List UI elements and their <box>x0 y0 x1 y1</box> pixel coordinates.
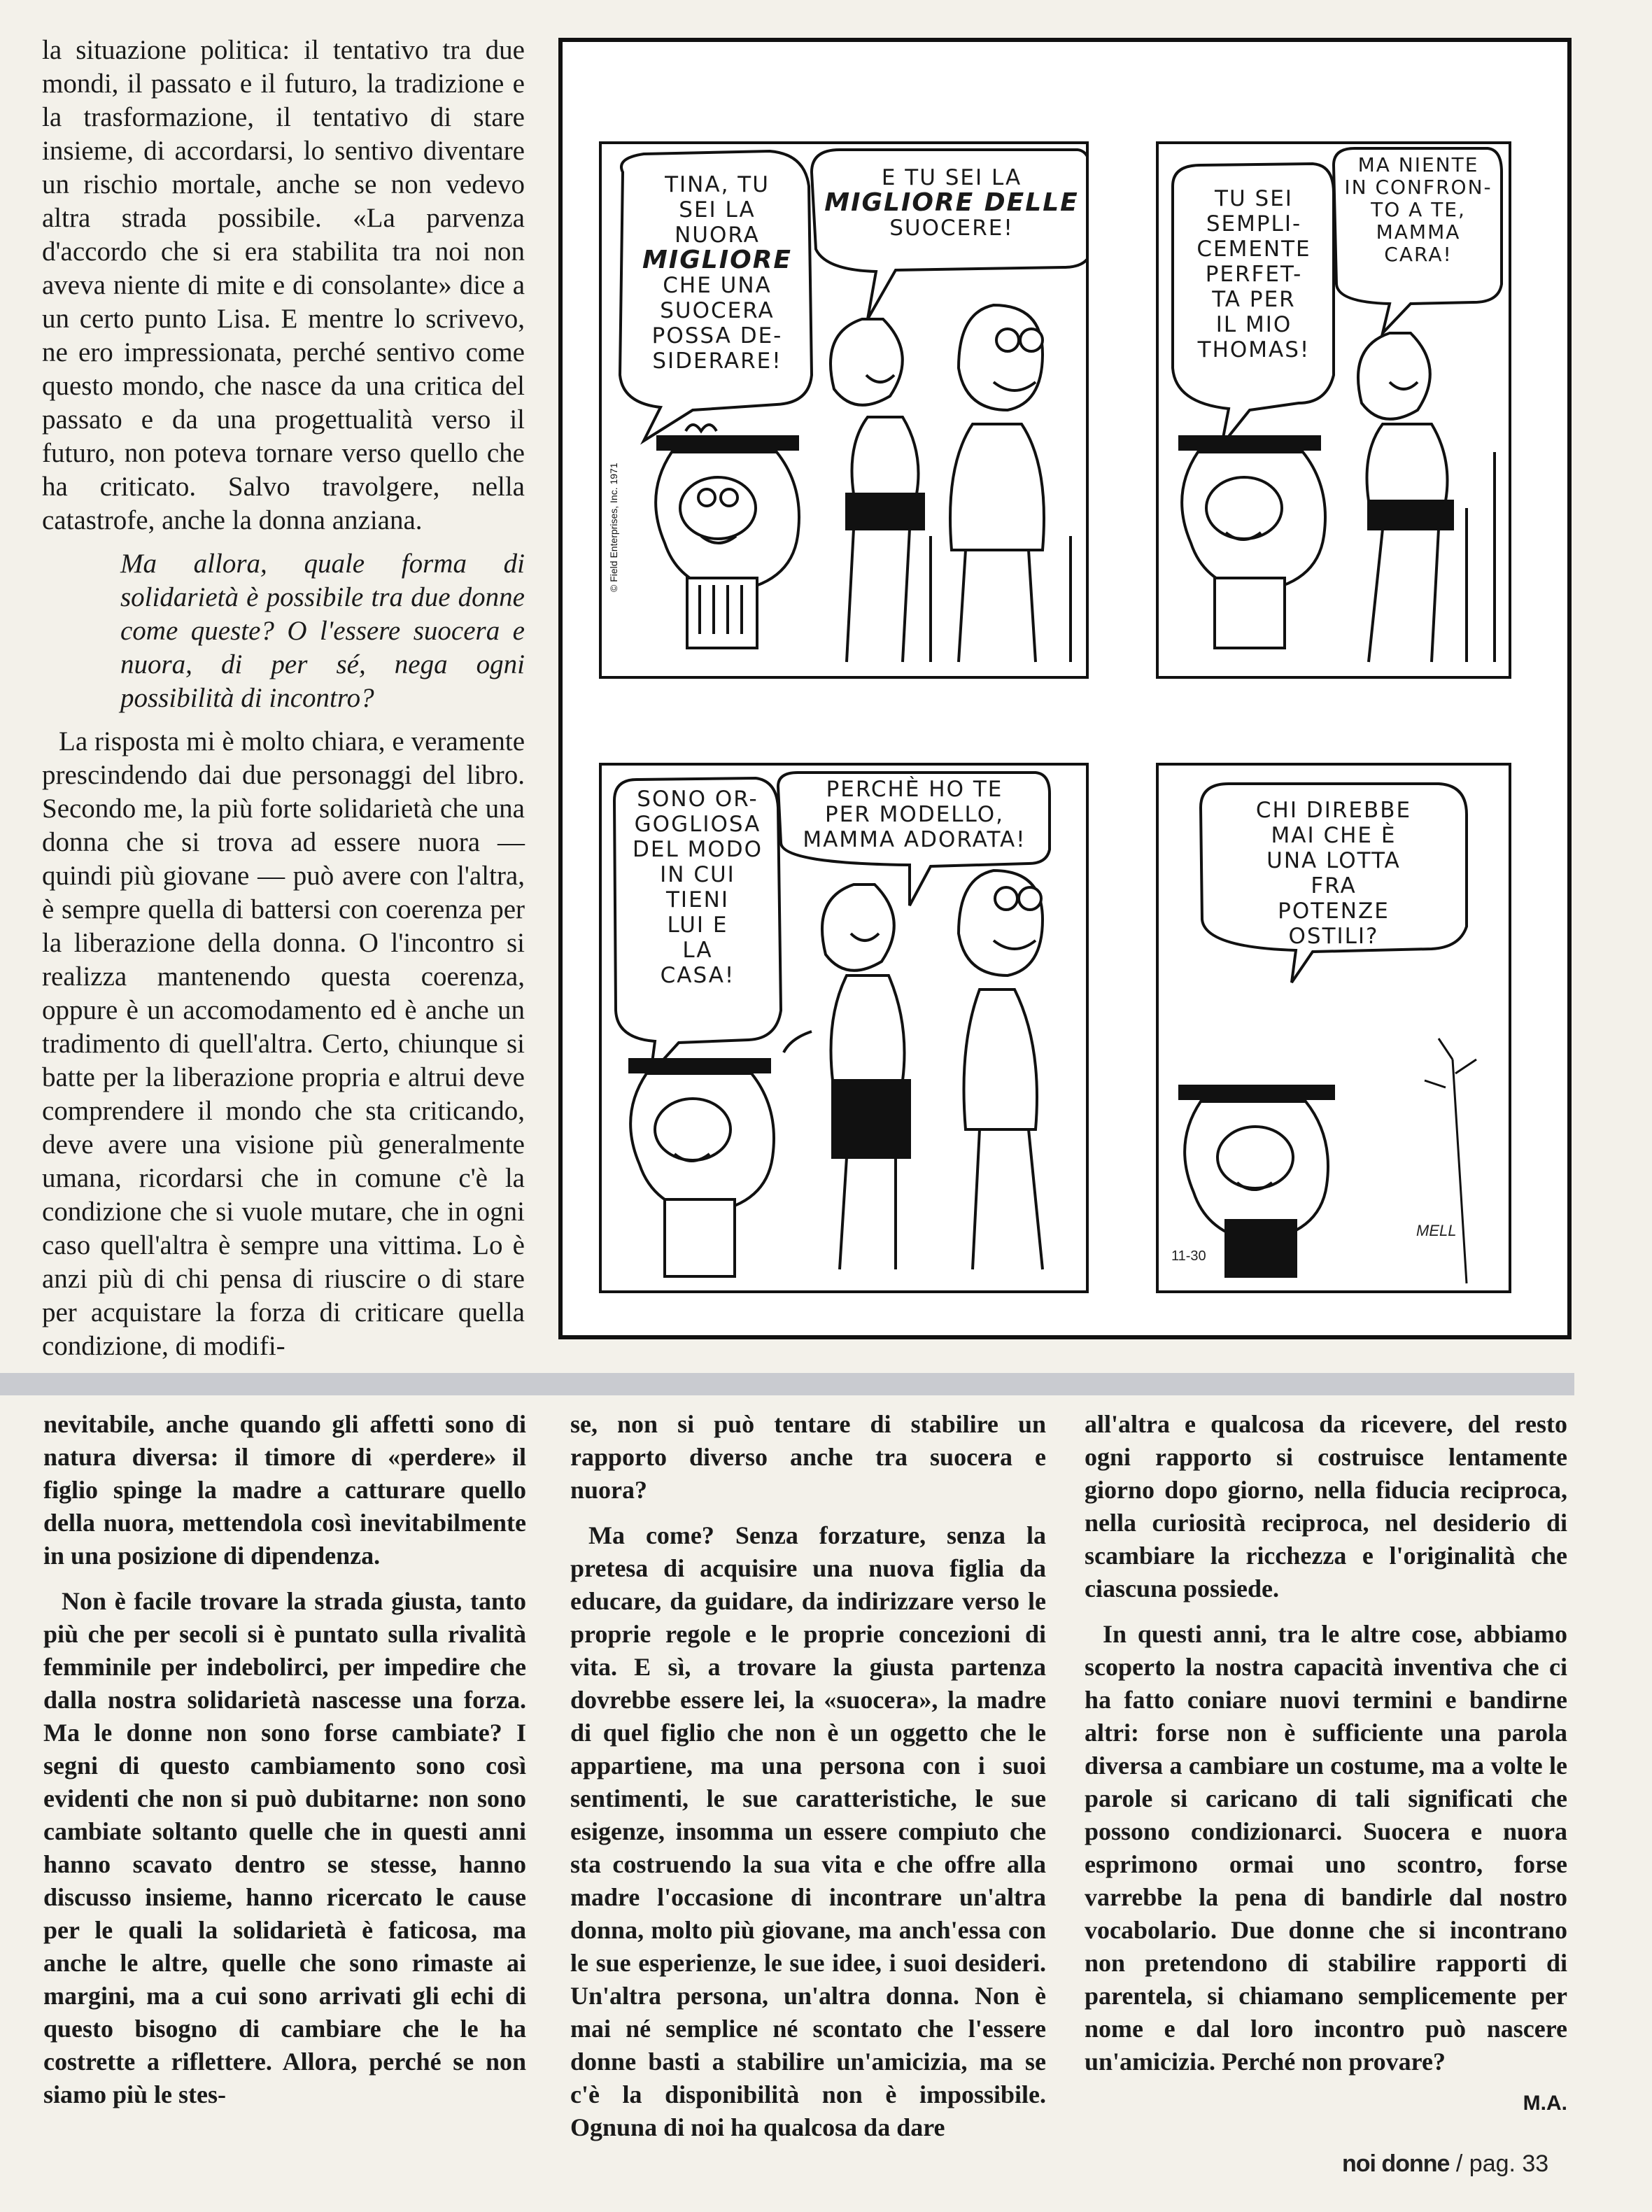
daughter-in-law-figure <box>831 319 924 662</box>
mother-in-law-figure-3 <box>630 1059 774 1276</box>
comic-panel-3 <box>599 763 1089 1293</box>
comic-credit: © Field Enterprises, Inc. 1971 <box>608 463 619 592</box>
bottom-column-2 <box>570 1408 1046 2157</box>
interview-question: Ma allora, quale forma di solidarietà è possibile tra due donne come queste? O l'essere suocera e nuora, di per sé, nega ogni possibilità di incontro? <box>120 549 525 713</box>
page-number: pag. 33 <box>1469 2150 1549 2177</box>
daughter-in-law-figure-3 <box>784 885 910 1269</box>
comic-panel-1 <box>599 141 1089 679</box>
bottom-col2-paragraph-1: se, non si può tentare di stabilire un rapporto diverso anche tra suocera e nuora? <box>570 1410 1046 1504</box>
comic-date: 11-30 <box>1171 1248 1206 1264</box>
son-figure <box>931 305 1071 662</box>
panel-3-balloon-left: SONO OR- GOGLIOSA DEL MODO IN CUI TIENI LUI E LA CASA! <box>632 787 763 988</box>
son-figure-3 <box>959 871 1043 1269</box>
bottom-col3-paragraph-1: all'altra e qualcosa da ricevere, del resto ogni rapporto si costruisce lentamente giorno dopo giorno, nella fiducia reciproca, nella curiosità reciproca, nel desiderio di scambiare la ricchezza e l'originalità che ciascuna possiede. <box>1085 1410 1567 1602</box>
footer-separator: / <box>1455 2150 1463 2177</box>
panel-2-balloon-right: MA NIENTE IN CONFRON- TO A TE, MAMMA CARA! <box>1344 153 1492 266</box>
bottom-col3-paragraph-2: In questi anni, tra le altre cose, abbiamo scoperto la nostra capacità inventiva che ci ha fatto coniare nuovi termini e bandirne altri: forse non è sufficiente una parola diversa a cambiare un costume, ma a volte le parole si caricano di tali significati che possono condizionarci. Suocera e nuora esprimono ormai uno scontro, forse varrebbe la pena di bandirle dal nostro vocabolario. Due donne che si incontrano non pretendono di stabilire rapporti di parentela, si chiamano semplicemente per nome e dal loro incontro può nascere un'amicizia. Perché non provare? <box>1085 1620 1567 2076</box>
comic-strip <box>558 38 1572 1339</box>
bottom-col1-paragraph-1: nevitabile, anche quando gli affetti sono di natura diversa: il timore di «perdere» il figlio spinge la madre a catturare quello della nuora, mettendola così inevitabilmente in una posizione di dipendenza. <box>43 1410 526 1570</box>
cartoonist-signature: MELL <box>1416 1222 1457 1239</box>
left-paragraph-2: La risposta mi è molto chiara, e veramente prescindendo dai due personaggi del libro. Secondo me, la più forte solidarietà che una donna che si trova ad essere nuora — quindi più giovane — può avere con l'altra, è sempre quella di battersi con coerenza per la liberazione della donna. O l'incontro si realizza mantenendo questa coerenza, oppure è un accomodamento ed è anche un tradimento di quell'altra. Certo, chiunque si batte per la liberazione propria e altrui deve comprendere il mondo che sta criticando, deve avere una visione più generalmente umana, ricordarsi che in comune c'è la condizione che si vuole mutare, che in ogni caso quell'altra è sempre una vittima. Lo è anzi più di chi pensa di riuscire o di stare per acquistare la forza di criticare quella condizione, di modifi- <box>42 726 525 1361</box>
mother-in-law-figure <box>656 425 799 648</box>
bottom-col1-paragraph-2: Non è facile trovare la strada giusta, tanto più che per secoli si è puntato sulla rivalità femminile per indebolirci, per impedire che dalla nostra solidarietà nascesse una forza. Ma le donne non sono forse cambiate? I segni di questo cambiamento sono così evidenti che non si può dubitarne: non sono cambiate soltanto quelle che in questi anni hanno scavato dentro se stesse, hanno discusso insieme, hanno ricercato le cause per le quali la solidarietà è faticosa, ma anche le altre, quelle che sono rimaste ai margini, ma a cui sono arrivati gli echi di questo bisogno di cambiare che le ha costrette a riflettere. Allora, perché se non siamo più le stes- <box>43 1587 526 2108</box>
panel-4-balloon: CHI DIREBBE MAI CHE È UNA LOTTA FRA POTENZE OSTILI? <box>1255 798 1412 949</box>
page-footer <box>1342 2150 1548 2178</box>
bottom-column-1 <box>43 1408 526 2124</box>
left-text-column <box>42 34 525 1363</box>
left-paragraph-1: la situazione politica: il tentativo tra due mondi, il passato e il futuro, la tradizione e la trasformazione, il tentativo di stare insieme, di accordarsi, lo sentivo diventare un rischio mortale, anche se non vedevo altra strada possibile. «La parvenza d'accordo che si era stabilita tra noi non aveva niente di mite e di consolante» dice a un certo punto Lisa. E mentre lo scrivevo, ne ero impressionata, perché sentivo come questo mondo, che nasce da una critica del passato e da una progettualità verso il futuro, non poteva tornare verso quello che ha criticato. Salvo travolgere, nella catastrofe, anche la donna anziana. <box>42 35 525 535</box>
mother-in-law-figure-2 <box>1180 437 1325 648</box>
author-signature: M.A. <box>1523 2092 1567 2115</box>
magazine-name: noi donne <box>1342 2150 1450 2177</box>
daughter-in-law-figure-2 <box>1358 333 1495 662</box>
section-divider <box>0 1373 1574 1395</box>
panel-1-balloon-right: E TU SEI LA MIGLIORE DELLE SUOCERE! <box>824 165 1079 241</box>
panel-2-balloon-left: TU SEI SEMPLI- CEMENTE PERFET- TA PER IL MIO THOMAS! <box>1196 186 1311 362</box>
comic-panel-4 <box>1156 763 1511 1293</box>
bottom-col2-paragraph-2: Ma come? Senza forzature, senza la pretesa di acquisire una nuova figlia da educare, da guidare, da indirizzare verso le proprie regole e le proprie concezioni di vita. E sì, a trovare la giusta partenza dovrebbe essere lei, la «suocera», la madre di quel figlio che non è un oggetto che le appartiene, ma una persona con i suoi sentimenti, le sue caratteristiche, le sue esigenze, insomma un essere compiuto che sta costruendo la sua vita e che offre alla madre l'occasione di incontrare un'altra donna, molto più giovane, ma anch'essa con le sue esperienze, le sue idee, i suoi desideri. Un'altra persona, un'altra donna. Non è mai né semplice né scontato che l'essere donne basti a stabilire un'amicizia, ma se c'è la disponibilità non è impossibile. Ognuna di noi ha qualcosa da dare <box>570 1521 1046 2141</box>
bottom-column-3 <box>1085 1408 1567 2115</box>
panel-3-balloon-right: PERCHÈ HO TE PER MODELLO, MAMMA ADORATA! <box>803 777 1026 852</box>
comic-panel-2 <box>1156 141 1511 679</box>
panel-1-balloon-left: TINA, TU SEI LA NUORA MIGLIORE CHE UNA SUOCERA POSSA DE- SIDERARE! <box>642 172 793 374</box>
sapling-icon <box>1425 1038 1476 1283</box>
